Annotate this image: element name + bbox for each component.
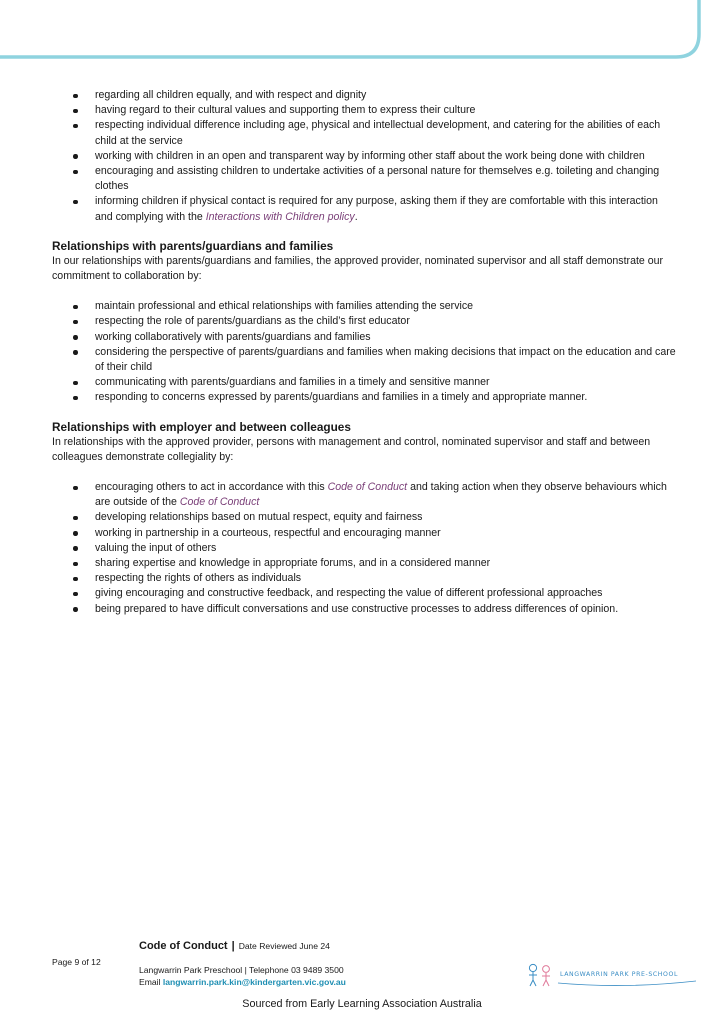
section-heading-parents: Relationships with parents/guardians and families (52, 238, 334, 253)
list-item: communicating with parents/guardians and families in a timely and sensitive manner (52, 375, 676, 390)
list-item: developing relationships based on mutual respect, equity and fairness (52, 510, 676, 525)
logo-wordmark: LANGWARRIN PARK PRE-SCHOOL (560, 971, 679, 978)
page-content (52, 88, 676, 617)
list-item: respecting the rights of others as individuals (52, 571, 676, 586)
list-item: having regard to their cultural values and supporting them to express their culture (52, 103, 676, 118)
list-item: working with children in an open and transparent way by informing other staff about the work being done with children (52, 149, 676, 164)
section-intro-colleagues: In relationships with the approved provider, persons with management and control, nominated supervisor and staff and between colleagues demonstrate collegiality by: (52, 435, 651, 463)
section-intro-parents: In our relationships with parents/guardians and families, the approved provider, nominated supervisor and all staff demonstrate our commitment to collaboration by: (52, 254, 664, 283)
email-link[interactable]: langwarrin.park.kin@kindergarten.vic.gov.au (162, 977, 346, 987)
sourced-from-line: Sourced from Early Learning Association Australia (242, 998, 482, 1010)
section-heading-colleagues: Relationships with employer and between colleagues (52, 419, 351, 434)
footer-contact: Langwarrin Park Preschool | Telephone 03 9489 3500 (139, 965, 344, 975)
parents-list (52, 299, 676, 405)
footer-doc-title (139, 940, 330, 952)
item-text: informing children if physical contact is required for any purpose, asking them if they are comfortable with this interaction and complying with the (95, 195, 658, 223)
item-text: encouraging others to act in accordance with this (95, 481, 328, 494)
list-item: giving encouraging and constructive feedback, and respecting the value of different professional approaches (52, 586, 676, 601)
doc-title: Code of Conduct (139, 940, 228, 952)
list-item: sharing expertise and knowledge in appropriate forums, and in a considered manner (52, 556, 676, 571)
item-text: . (354, 210, 358, 223)
list-item: considering the perspective of parents/guardians and families when making decisions that impact on the education and care of their child (52, 345, 676, 375)
interactions-policy-link[interactable]: Interactions with Children policy (205, 210, 355, 223)
children-list (52, 88, 676, 225)
list-item: maintain professional and ethical relationships with families attending the service (52, 299, 676, 314)
list-item: respecting the role of parents/guardians as the child’s first educator (52, 314, 676, 329)
code-of-conduct-link[interactable]: Code of Conduct (327, 481, 408, 494)
list-item: being prepared to have difficult conversations and use constructive processes to address differences of opinion. (52, 602, 676, 617)
date-reviewed: Date Reviewed June 24 (238, 941, 330, 951)
title-separator: | (231, 940, 235, 952)
list-item: responding to concerns expressed by parents/guardians and families in a timely and appropriate manner. (52, 390, 676, 405)
list-item: working in partnership in a courteous, respectful and encouraging manner (52, 526, 676, 541)
list-item: valuing the input of others (52, 541, 676, 556)
footer-email-line (139, 977, 346, 988)
colleagues-list (52, 480, 676, 617)
list-item: regarding all children equally, and with respect and dignity (52, 88, 676, 103)
page-number: Page 9 of 12 (52, 957, 101, 967)
list-item: respecting individual difference including age, physical and intellectual development, and catering for the abilities of each child at the service (52, 118, 676, 148)
list-item (52, 194, 676, 224)
code-of-conduct-link[interactable]: Code of Conduct (179, 496, 260, 509)
page-frame-line (0, 0, 724, 70)
list-item: working collaboratively with parents/guardians and families (52, 330, 676, 345)
item-text: and taking action when they observe behaviours which are outside of the (95, 481, 667, 509)
email-label: Email (139, 977, 163, 987)
list-item (52, 480, 676, 510)
list-item: encouraging and assisting children to undertake activities of a personal nature for themselves e.g. toileting and changing clothes (52, 164, 676, 194)
